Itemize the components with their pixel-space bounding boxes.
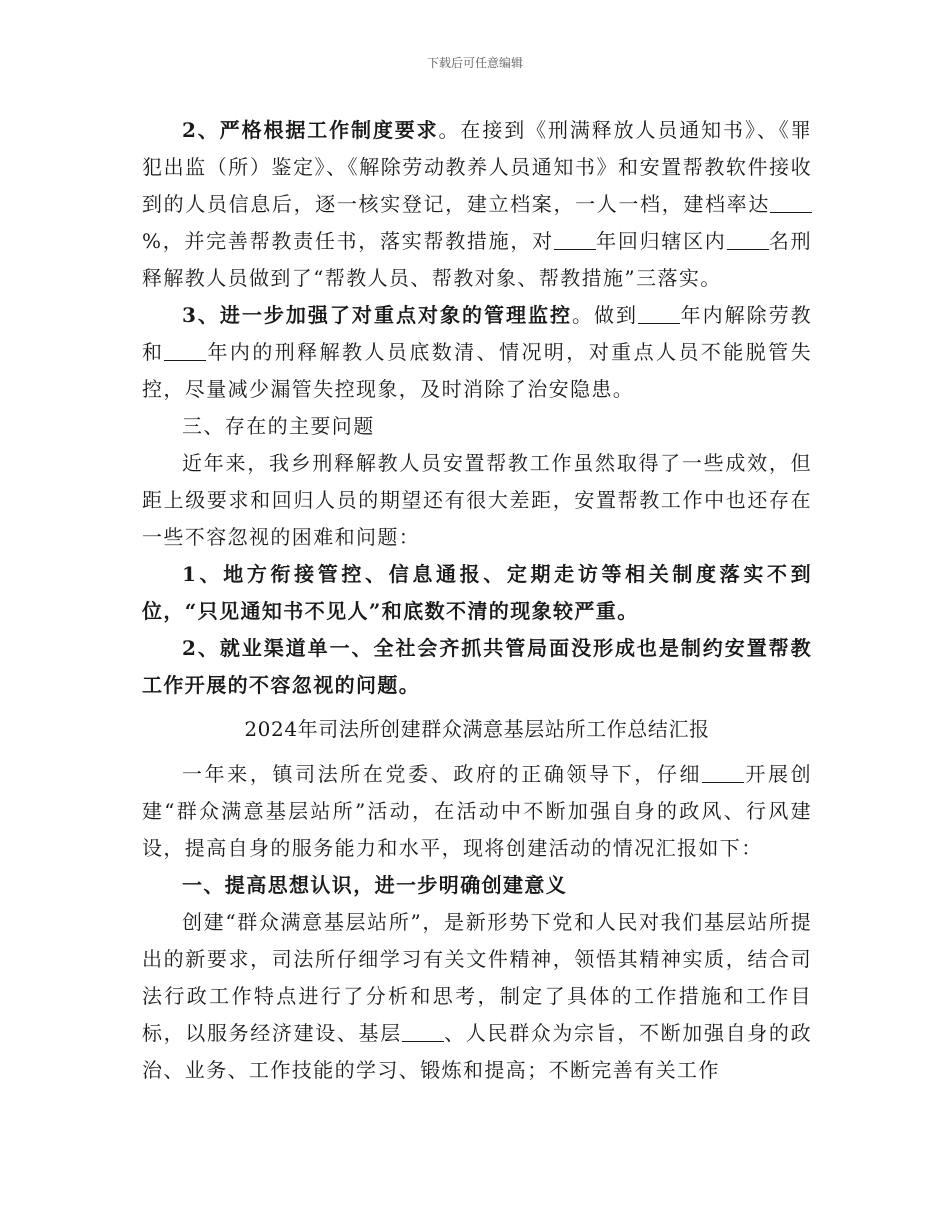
paragraph-awareness: 创建“群众满意基层站所”，是新形势下党和人民对我们基层站所提出的新要求，司法所仔细学习有关文件精神，领悟其精神实质，结合司法行政工作特点进行了分析和思考，制定了具体的工作措施和工作目标，以服务经济建设、基层 、人民群众为宗旨，不断加强自身的政治、业务、工作技能的学习、锻炼和提高；不断完善有关工作 [142,910,812,1082]
document-body [142,112,812,1089]
paragraph-problem-1: 1、地方衔接管控、信息通报、定期走访等相关制度落实不到位，“只见通知书不见人”和底数不清的现象较严重。 [142,562,812,623]
paragraph-archive-registration: 2、严格根据工作制度要求。在接到《刑满释放人员通知书》、《罪犯出监（所）鉴定》、《解除劳动教养人员通知书》和安置帮教软件接收到的人员信息后，逐一核实登记，建立档案，一人一档，建档率达%，并完善帮教责任书，落实帮教措施，对 年回归辖区内 名刑释解教人员做到了“帮教人员、帮教对象、帮教措施”三落实。 [142,118,812,290]
document-title: 2024年司法所创建群众满意基层站所工作总结汇报 [244,717,710,741]
paragraph-lead: 2、严格根据工作制度要求 [182,118,439,142]
section-heading-problems: 三、存在的主要问题 [182,414,375,438]
paragraph-problem-2: 2、就业渠道单一、全社会齐抓共管局面没形成也是制约安置帮教工作开展的不容忽视的问题。 [142,636,812,697]
fill-blank [402,1021,444,1042]
paragraph-problems-intro: 近年来，我乡刑释解教人员安置帮教工作虽然取得了一些成效，但距上级要求和回归人员的期望还有很大差距，安置帮教工作中也还存在一些不容忽视的困难和问题： [142,451,812,549]
page-header-note: 下载后可任意编辑 [426,56,523,70]
paragraph-key-monitoring: 3、进一步加强了对重点对象的管理监控。做到 年内解除劳教和 年内的刑释解教人员底数清、情况明，对重点人员不能脱管失控，尽量减少漏管失控现象，及时消除了治安隐患。 [142,303,812,401]
paragraph-report-intro: 一年来，镇司法所在党委、政府的正确领导下，仔细 开展创建“群众满意基层站所”活动，在活动中不断加强自身的政风、行风建设，提高自身的服务能力和水平，现将创建活动的情况汇报如下： [142,762,813,860]
section-heading-awareness: 一、提高思想认识，进一步明确创建意义 [182,873,568,897]
fill-blank [164,340,206,361]
fill-blank [702,762,744,783]
paragraph-lead: 3、进一步加强了对重点对象的管理监控 [182,303,572,327]
fill-blank [554,229,596,250]
fill-blank [638,303,680,324]
fill-blank [770,192,812,213]
fill-blank [727,229,769,250]
